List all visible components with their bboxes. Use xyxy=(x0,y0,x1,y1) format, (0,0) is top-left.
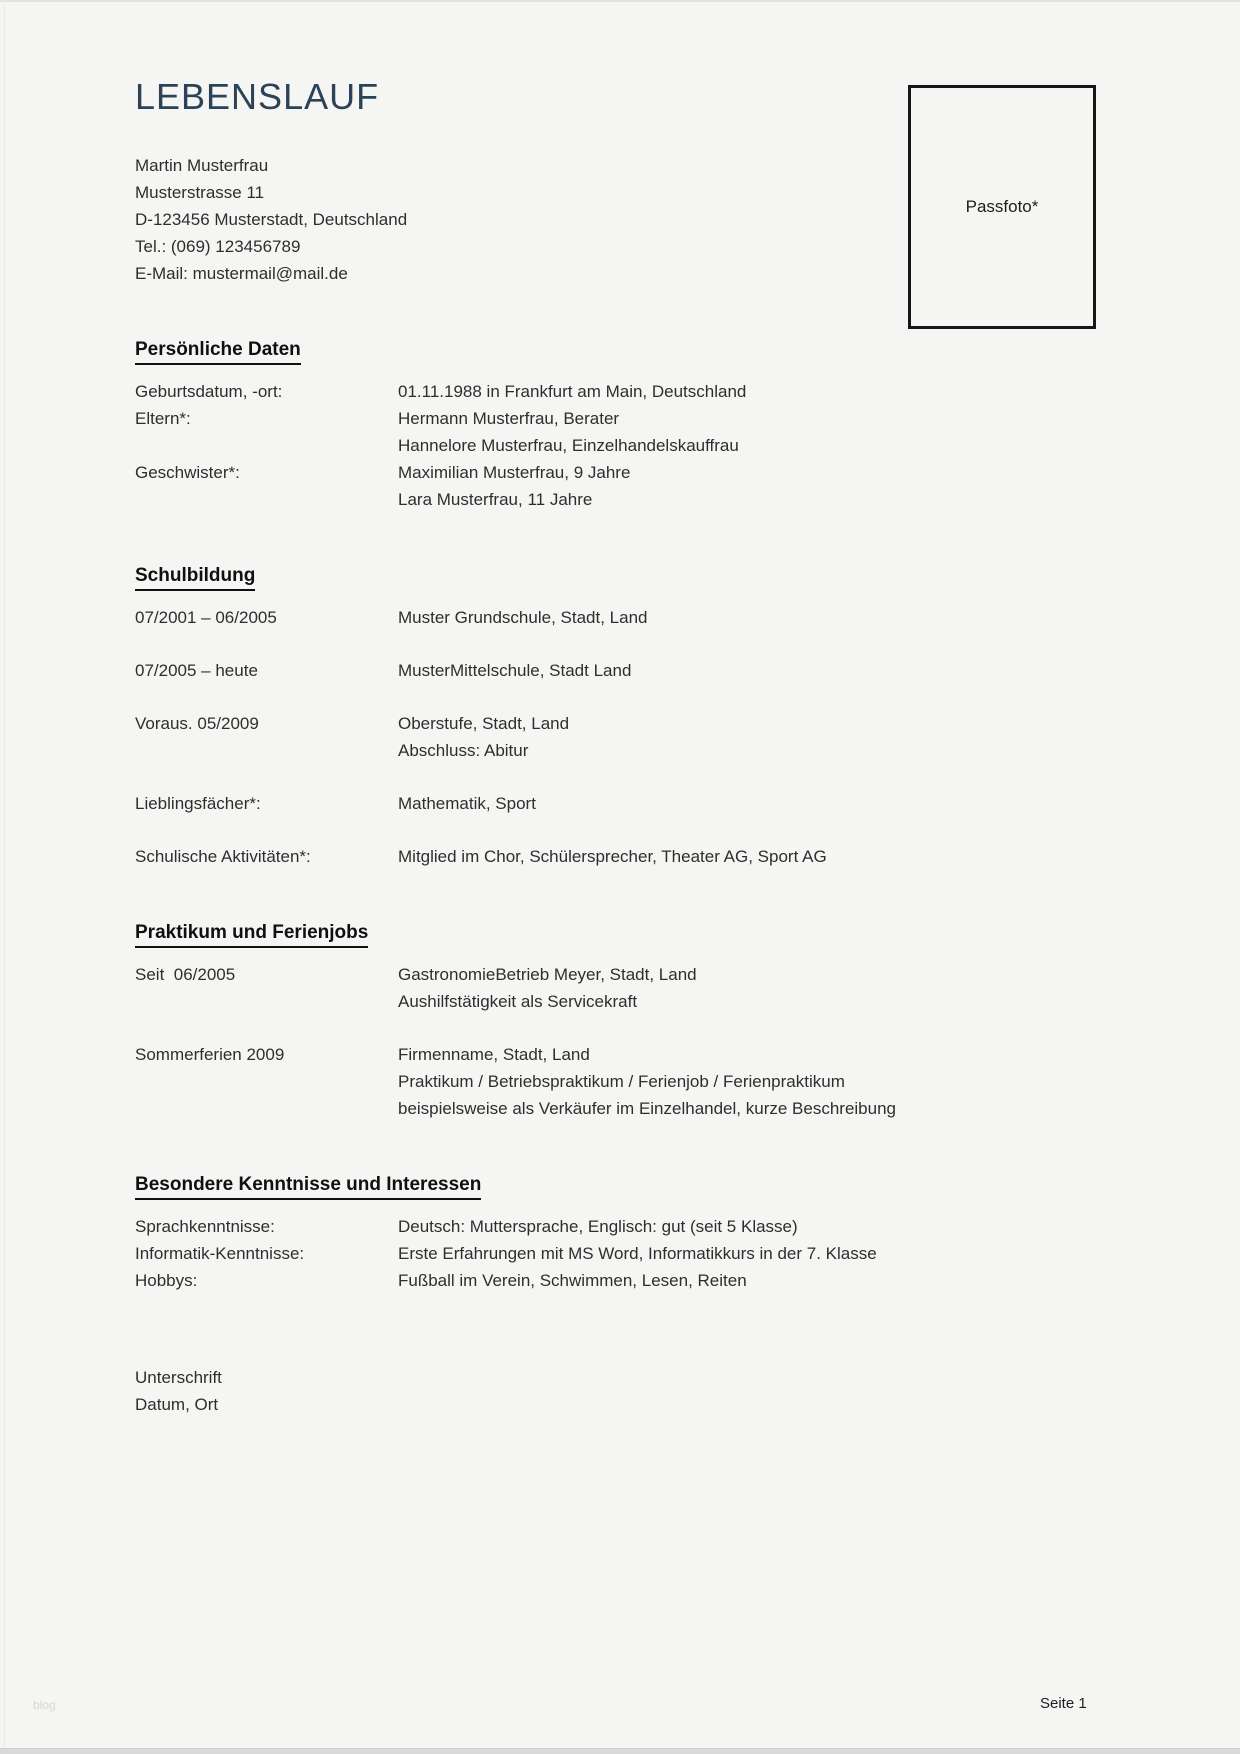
contact-street: Musterstrasse 11 xyxy=(135,183,265,202)
row-value: beispielsweise als Verkäufer im Einzelhandel, kurze Beschreibung xyxy=(398,1099,896,1118)
cv-row xyxy=(135,790,1110,817)
row-value: Firmenname, Stadt, Land xyxy=(398,1045,590,1064)
cv-row xyxy=(135,1267,1110,1294)
row-label: Voraus. 05/2009 xyxy=(135,714,259,733)
row-value: 01.11.1988 in Frankfurt am Main, Deutschland xyxy=(398,382,747,401)
row-values xyxy=(398,843,1110,870)
row-value: Hermann Musterfrau, Berater xyxy=(398,409,620,428)
document-body xyxy=(135,0,1110,1418)
contact-name: Martin Musterfrau xyxy=(135,156,269,175)
cv-row xyxy=(135,459,1110,513)
date-place-line: Datum, Ort xyxy=(135,1395,219,1414)
cv-row xyxy=(135,710,1110,764)
row-values xyxy=(398,710,1110,764)
cv-row xyxy=(135,405,1110,459)
row-values xyxy=(398,657,1110,684)
page-title: LEBENSLAUF xyxy=(135,76,380,117)
cv-row xyxy=(135,378,1110,405)
contact-block xyxy=(135,152,1110,287)
section-heading-text: Schulbildung xyxy=(135,565,255,591)
row-value: MusterMittelschule, Stadt Land xyxy=(398,661,632,680)
row-values xyxy=(398,1240,1110,1267)
section-heading xyxy=(135,922,1110,948)
row-values xyxy=(398,1213,1110,1240)
row-label: Lieblingsfächer*: xyxy=(135,794,261,813)
section-heading xyxy=(135,565,1110,591)
page-left-edge xyxy=(4,0,5,1754)
cv-row xyxy=(135,657,1110,684)
cv-section xyxy=(135,565,1110,870)
row-label: Hobbys: xyxy=(135,1271,198,1290)
row-values xyxy=(398,1041,1110,1122)
row-value: GastronomieBetrieb Meyer, Stadt, Land xyxy=(398,965,697,984)
row-label: Seit 06/2005 xyxy=(135,965,236,984)
contact-phone: Tel.: (069) 123456789 xyxy=(135,237,301,256)
row-label: Sommerferien 2009 xyxy=(135,1045,285,1064)
row-value: Oberstufe, Stadt, Land xyxy=(398,714,570,733)
row-label: Eltern*: xyxy=(135,409,191,428)
row-values xyxy=(398,790,1110,817)
section-heading-text: Besondere Kenntnisse und Interessen xyxy=(135,1174,481,1200)
page-number: Seite 1 xyxy=(1040,1695,1087,1712)
cv-row xyxy=(135,1213,1110,1240)
cv-section xyxy=(135,922,1110,1122)
section-heading-text: Persönliche Daten xyxy=(135,339,301,365)
cv-row xyxy=(135,1240,1110,1267)
page-bottom-bar xyxy=(0,1748,1240,1754)
cv-section xyxy=(135,1174,1110,1294)
sections xyxy=(135,339,1110,1294)
row-values xyxy=(398,961,1110,1015)
row-value: Mathematik, Sport xyxy=(398,794,536,813)
watermark-text: blog xyxy=(33,1698,56,1712)
cv-section xyxy=(135,339,1110,513)
row-values xyxy=(398,1267,1110,1294)
row-label: 07/2005 – heute xyxy=(135,661,258,680)
row-value: Maximilian Musterfrau, 9 Jahre xyxy=(398,463,631,482)
section-heading xyxy=(135,1174,1110,1200)
row-values xyxy=(398,459,1110,513)
row-value: Lara Musterfrau, 11 Jahre xyxy=(398,490,593,509)
section-heading-text: Praktikum und Ferienjobs xyxy=(135,922,368,948)
row-label: 07/2001 – 06/2005 xyxy=(135,608,277,627)
contact-city: D-123456 Musterstadt, Deutschland xyxy=(135,210,408,229)
row-label: Geburtsdatum, -ort: xyxy=(135,382,283,401)
row-value: Hannelore Musterfrau, Einzelhandelskauffrau xyxy=(398,436,739,455)
row-value: Aushilfstätigkeit als Servicekraft xyxy=(398,992,638,1011)
row-label: Informatik-Kenntnisse: xyxy=(135,1244,305,1263)
row-label: Schulische Aktivitäten*: xyxy=(135,847,311,866)
section-heading xyxy=(135,339,1110,365)
row-label: Geschwister*: xyxy=(135,463,240,482)
row-value: Erste Erfahrungen mit MS Word, Informatikkurs in der 7. Klasse xyxy=(398,1244,877,1263)
row-value: Muster Grundschule, Stadt, Land xyxy=(398,608,648,627)
row-value: Mitglied im Chor, Schülersprecher, Theater AG, Sport AG xyxy=(398,847,827,866)
row-value: Abschluss: Abitur xyxy=(398,741,529,760)
signature-block xyxy=(135,1364,1110,1418)
row-value: Praktikum / Betriebspraktikum / Ferienjob / Ferienpraktikum xyxy=(398,1072,845,1091)
cv-row xyxy=(135,961,1110,1015)
cv-row xyxy=(135,604,1110,631)
row-value: Fußball im Verein, Schwimmen, Lesen, Reiten xyxy=(398,1271,747,1290)
cv-row xyxy=(135,843,1110,870)
row-label: Sprachkenntnisse: xyxy=(135,1217,275,1236)
signature-line: Unterschrift xyxy=(135,1368,222,1387)
passport-photo-label: Passfoto* xyxy=(965,197,1039,216)
row-values xyxy=(398,405,1110,459)
row-values xyxy=(398,604,1110,631)
row-value: Deutsch: Muttersprache, Englisch: gut (seit 5 Klasse) xyxy=(398,1217,798,1236)
row-values xyxy=(398,378,1110,405)
contact-email: E-Mail: mustermail@mail.de xyxy=(135,264,348,283)
cv-row xyxy=(135,1041,1110,1122)
